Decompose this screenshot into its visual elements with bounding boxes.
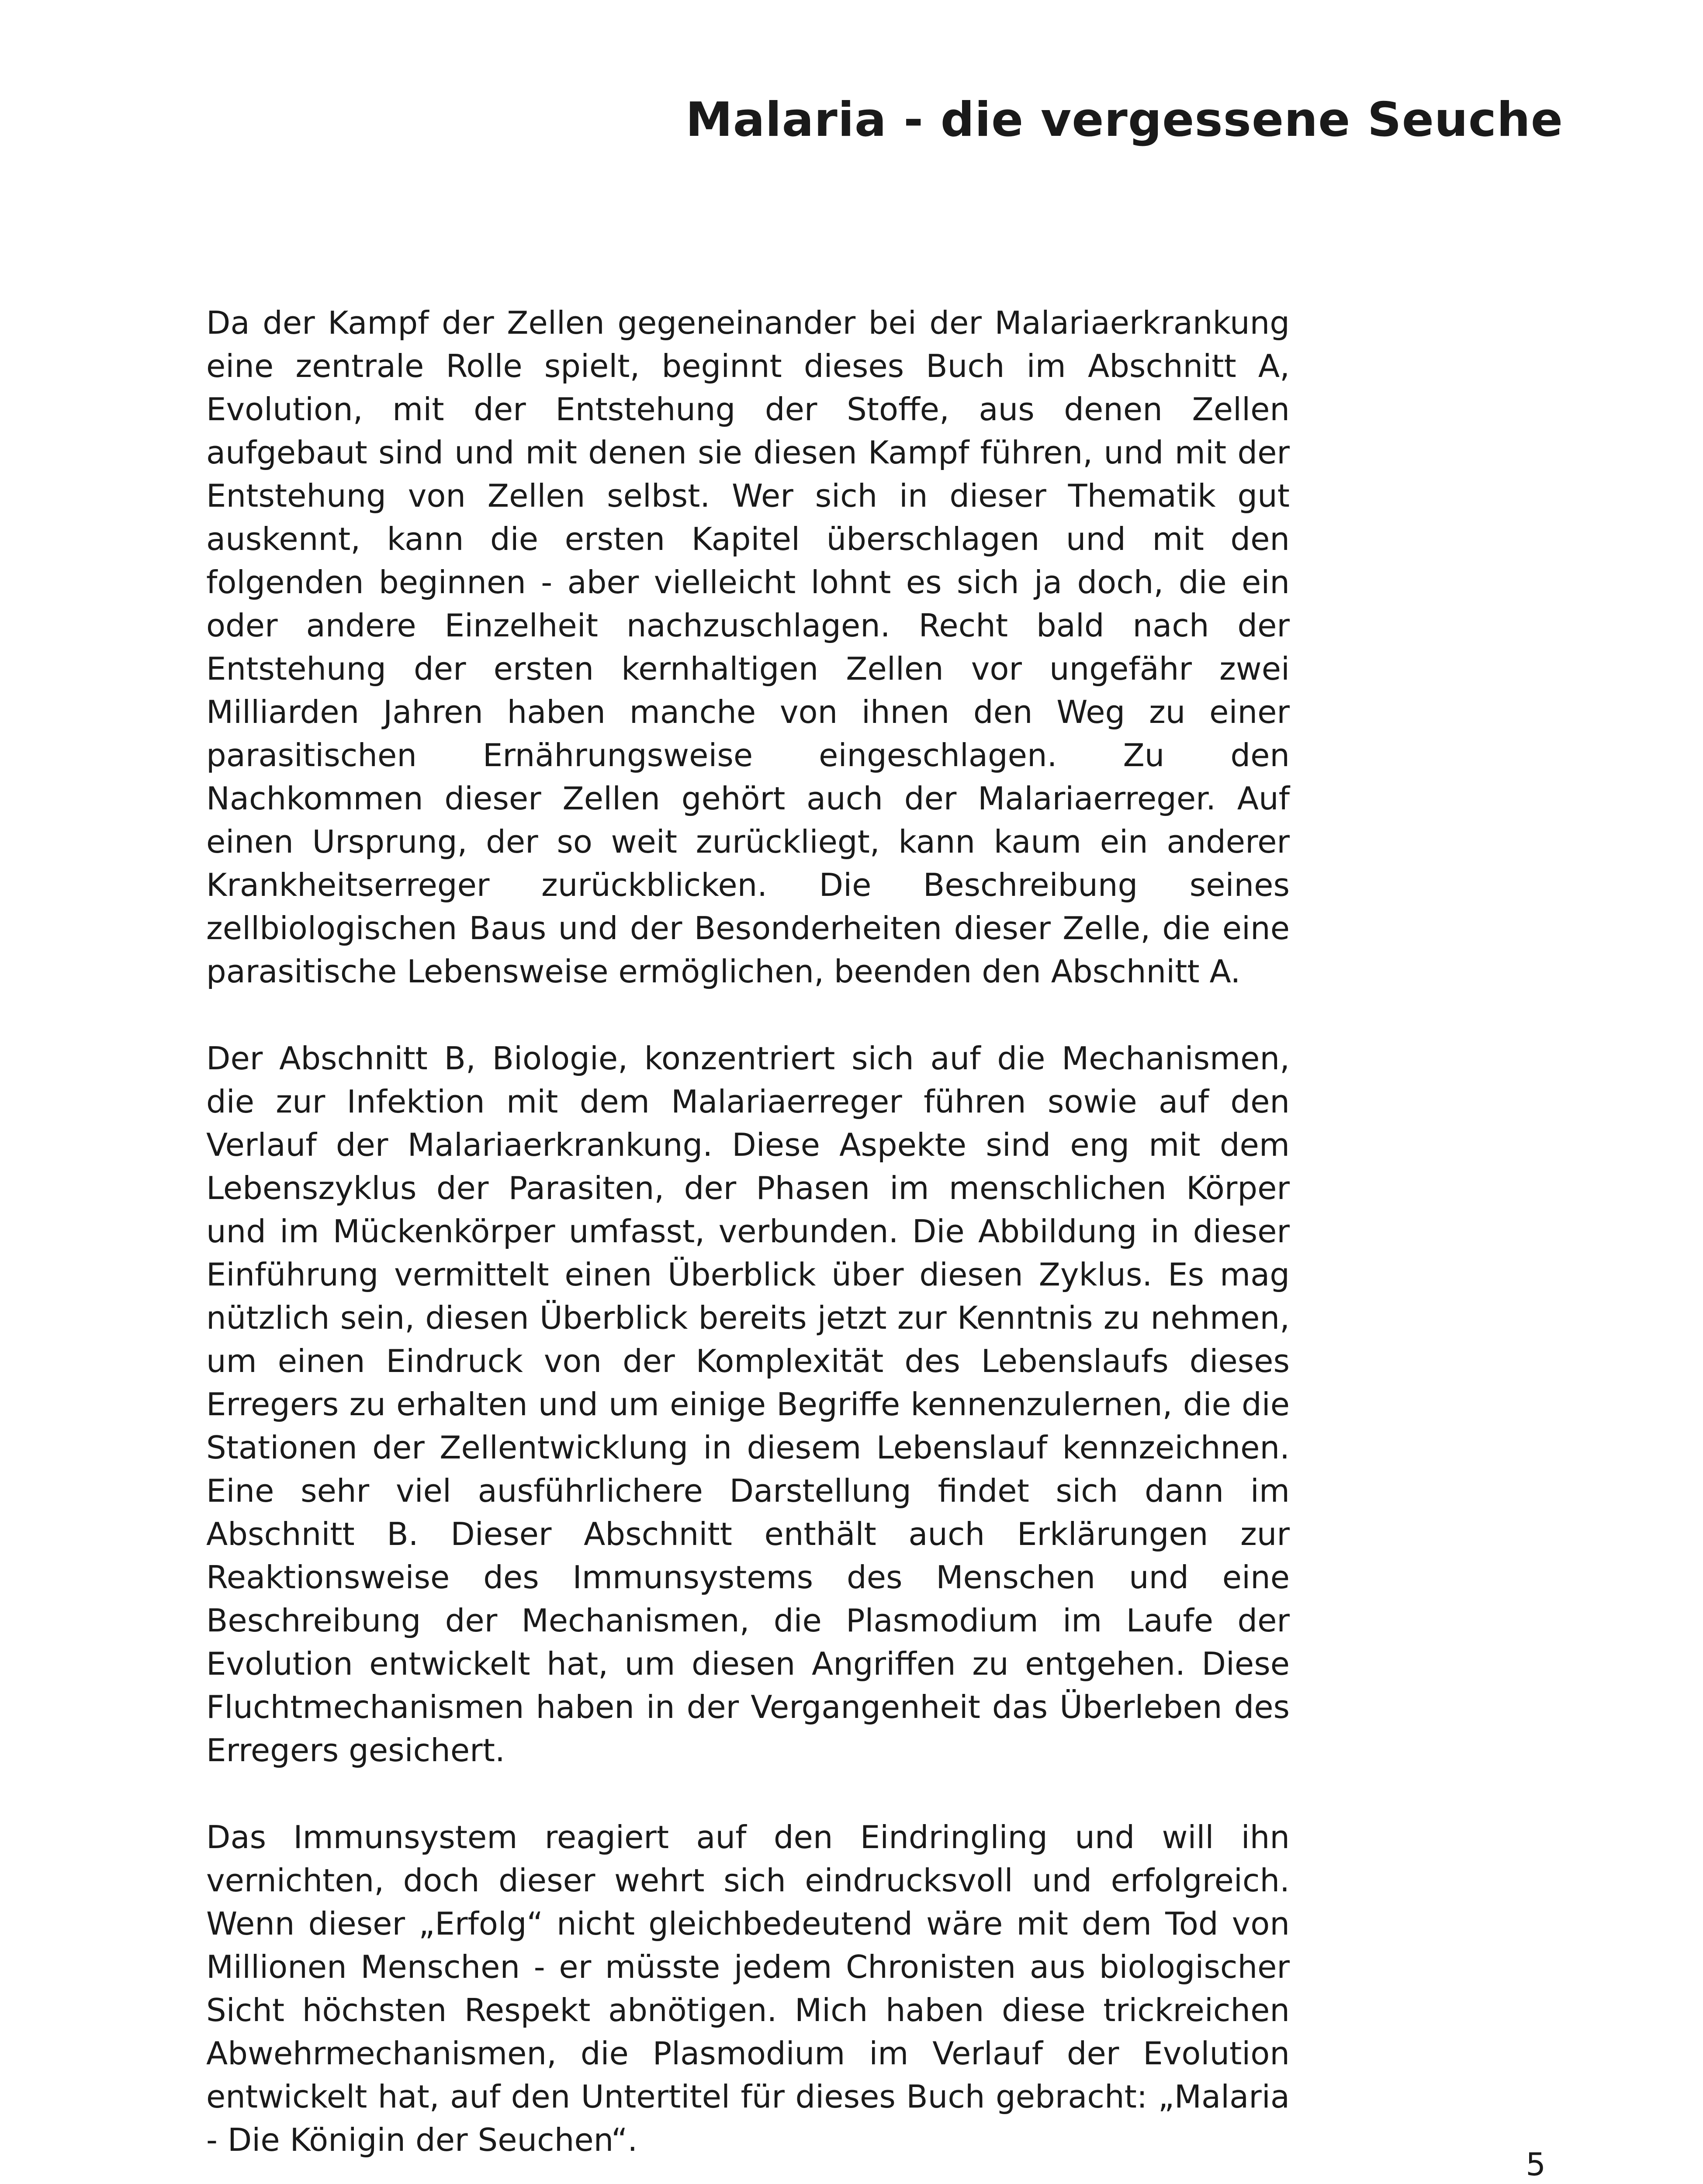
- paragraph-3: Das Immunsystem reagiert auf den Eindringling und will ihn vernichten, doch dieser wehrt sich eindrucksvoll und erfolgreich. Wenn dieser „Erfolg“ nicht gleichbedeutend wäre mit dem Tod von Millionen Menschen - er müsste jedem Chronisten aus biologischer Sicht höchsten Respekt abnötigen. Mich haben diese trickreichen Abwehrmechanismen, die Plasmodium im Verlauf der Evolution entwickelt hat, auf den Untertitel für dieses Buch gebracht: „Malaria - Die Königin der Seuchen“.: [206, 1819, 1290, 2158]
- body-text: [206, 301, 1290, 2184]
- paragraph-2: Der Abschnitt B, Biologie, konzentriert sich auf die Mechanismen, die zur Infektion mit dem Malariaerreger führen sowie auf den Verlauf der Malariaerkrankung. Diese Aspekte sind eng mit dem Lebenszyklus der Parasiten, der Phasen im menschlichen Körper und im Mückenkörper umfasst, verbunden. Die Abbildung in dieser Einführung vermittelt einen Überblick über diesen Zyklus. Es mag nützlich sein, diesen Überblick bereits jetzt zur Kenntnis zu nehmen, um einen Eindruck von der Komplexität des Lebenslaufs dieses Erregers zu erhalten und um einige Begriffe kennenzulernen, die die Stationen der Zellentwicklung in diesem Lebenslauf kennzeichnen. Eine sehr viel ausführlichere Darstellung findet sich dann im Abschnitt B. Dieser Abschnitt enthält auch Erklärungen zur Reaktionsweise des Immunsystems des Menschen und eine Beschreibung der Mechanismen, die Plasmodium im Laufe der Evolution entwickelt hat, um diesen Angriffen zu entgehen. Diese Fluchtmechanismen haben in der Vergangenheit das Überleben des Erregers gesichert.: [206, 1040, 1290, 1769]
- paragraph-1: Da der Kampf der Zellen gegeneinander bei der Malariaerkrankung eine zentrale Rolle spielt, beginnt dieses Buch im Abschnitt A, Evolution, mit der Entstehung der Stoffe, aus denen Zellen aufgebaut sind und mit denen sie diesen Kampf führen, und mit der Entstehung von Zellen selbst. Wer sich in dieser Thematik gut auskennt, kann die ersten Kapitel überschlagen und mit den folgenden beginnen - aber vielleicht lohnt es sich ja doch, die ein oder andere Einzelheit nachzuschlagen. Recht bald nach der Entstehung der ersten kernhaltigen Zellen vor ungefähr zwei Milliarden Jahren haben manche von ihnen den Weg zu einer parasitischen Ernährungsweise eingeschlagen. Zu den Nachkommen dieser Zellen gehört auch der Malariaerreger. Auf einen Ursprung, der so weit zurückliegt, kann kaum ein anderer Krankheitserreger zurückblicken. Die Beschreibung seines zellbiologischen Baus und der Besonderheiten dieser Zelle, die eine parasitische Lebensweise ermöglichen, beenden den Abschnitt A.: [206, 304, 1290, 990]
- page-number: 5: [1526, 2146, 1546, 2183]
- running-title: Malaria - die vergessene Seuche: [685, 93, 1563, 147]
